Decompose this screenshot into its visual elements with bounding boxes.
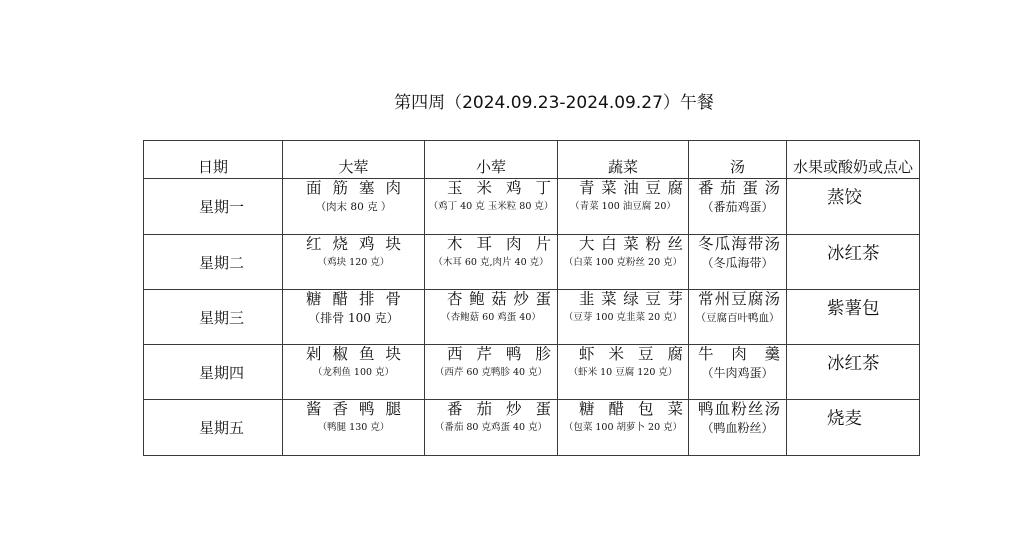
soup-dish: 牛肉羹 [698, 345, 780, 363]
extra-cell [787, 290, 920, 345]
vegetable-cell [558, 345, 689, 400]
minor-meat-dish: 木耳肉片 [447, 235, 551, 253]
day-cell [144, 290, 283, 345]
day-cell [144, 235, 283, 290]
menu-row-thursday [144, 345, 920, 400]
header-date: 日期 [144, 141, 283, 179]
minor-meat-detail: （鸡丁 40 克 玉米粒 80 克） [428, 201, 554, 212]
minor-meat-detail: （木耳 60 克,肉片 40 克） [433, 257, 549, 268]
main-meat-detail: （排骨 100 克） [308, 311, 399, 325]
main-meat-detail: （肉末 80 克 ） [315, 201, 392, 213]
soup-cell [689, 400, 787, 456]
soup-detail: （冬瓜海带） [701, 256, 774, 270]
vegetable-dish: 大白菜粉丝 [579, 235, 683, 253]
vegetable-dish: 青菜油豆腐 [579, 179, 683, 197]
soup-dish: 鸭血粉丝汤 [698, 400, 780, 418]
main-meat-dish: 酱香鸭腿 [306, 400, 401, 418]
day-cell [144, 179, 283, 235]
day-label: 星期三 [198, 309, 244, 327]
vegetable-detail: （豆芽 100 克韭菜 20 克） [563, 312, 683, 323]
day-label: 星期二 [198, 254, 244, 272]
day-cell [144, 345, 283, 400]
main-meat-cell [283, 235, 425, 290]
menu-row-wednesday [144, 290, 920, 345]
vegetable-cell [558, 179, 689, 235]
main-meat-detail: （鸡块 120 克） [317, 257, 390, 268]
menu-row-tuesday [144, 235, 920, 290]
header-row [144, 141, 920, 179]
soup-dish: 常州豆腐汤 [698, 290, 780, 308]
soup-cell [689, 290, 787, 345]
main-meat-cell [283, 345, 425, 400]
soup-dish: 冬瓜海带汤 [698, 235, 780, 253]
soup-cell [689, 235, 787, 290]
minor-meat-cell [425, 400, 558, 456]
day-label: 星期四 [198, 364, 244, 382]
vegetable-cell [558, 400, 689, 456]
header-main-meat: 大荤 [283, 141, 425, 179]
extra-cell [787, 400, 920, 456]
soup-detail: （豆腐百叶鸭血） [695, 312, 780, 324]
vegetable-dish: 糖醋包菜 [579, 400, 683, 418]
extra-item: 紫薯包 [827, 299, 880, 319]
main-meat-dish: 糖醋排骨 [306, 290, 401, 308]
minor-meat-dish: 番茄炒蛋 [447, 400, 551, 418]
day-label: 星期一 [198, 198, 244, 216]
main-meat-cell [283, 400, 425, 456]
extra-item: 烧麦 [827, 409, 862, 429]
minor-meat-cell [425, 345, 558, 400]
soup-cell [689, 345, 787, 400]
vegetable-detail: （虾米 10 豆腐 120 克） [568, 367, 678, 378]
menu-row-friday [144, 400, 920, 456]
extra-cell [787, 235, 920, 290]
main-meat-dish: 面筋塞肉 [306, 179, 401, 197]
page-title: 第四周（2024.09.23-2024.09.27）午餐 [394, 93, 714, 113]
main-meat-detail: （龙利鱼 100 克） [312, 367, 395, 378]
day-label: 星期五 [198, 419, 244, 437]
extra-item: 蒸饺 [827, 188, 862, 208]
minor-meat-detail: （杏鲍菇 60 鸡蛋 40） [441, 312, 541, 323]
minor-meat-detail: （番茄 80 克鸡蛋 40 克） [434, 422, 548, 433]
minor-meat-cell [425, 179, 558, 235]
minor-meat-cell [425, 290, 558, 345]
vegetable-cell [558, 290, 689, 345]
extra-cell [787, 179, 920, 235]
vegetable-detail: （白菜 100 克粉丝 20 克） [563, 257, 683, 268]
minor-meat-cell [425, 235, 558, 290]
minor-meat-detail: （西芹 60 克鸭胗 40 克） [434, 367, 548, 378]
extra-item: 冰红茶 [827, 244, 880, 264]
main-meat-dish: 红烧鸡块 [306, 235, 401, 253]
day-cell [144, 400, 283, 456]
soup-detail: （番茄鸡蛋） [701, 200, 774, 214]
extra-item: 冰红茶 [827, 354, 880, 374]
main-meat-dish: 剁椒鱼块 [306, 345, 401, 363]
header-fruit-yogurt-snack: 水果或酸奶或点心 [787, 141, 920, 179]
main-meat-cell [283, 290, 425, 345]
header-minor-meat: 小荤 [425, 141, 558, 179]
extra-cell [787, 345, 920, 400]
soup-detail: （鸭血粉丝） [701, 421, 774, 435]
header-soup: 汤 [689, 141, 787, 179]
vegetable-dish: 虾米豆腐 [579, 345, 683, 363]
minor-meat-dish: 西芹鸭胗 [447, 345, 551, 363]
minor-meat-dish: 玉米鸡丁 [447, 179, 551, 197]
main-meat-detail: （鸭腿 130 克） [317, 422, 390, 433]
vegetable-detail: （包菜 100 胡萝卜 20 克） [563, 422, 683, 433]
vegetable-cell [558, 235, 689, 290]
soup-dish: 番茄蛋汤 [698, 179, 780, 197]
vegetable-detail: （青菜 100 油豆腐 20） [570, 201, 676, 212]
soup-detail: （牛肉鸡蛋） [701, 366, 774, 380]
vegetable-dish: 韭菜绿豆芽 [579, 290, 683, 308]
header-vegetable: 蔬菜 [558, 141, 689, 179]
minor-meat-dish: 杏鲍菇炒蛋 [447, 290, 551, 308]
soup-cell [689, 179, 787, 235]
main-meat-cell [283, 179, 425, 235]
lunch-menu-table [143, 140, 920, 456]
menu-row-monday [144, 179, 920, 235]
